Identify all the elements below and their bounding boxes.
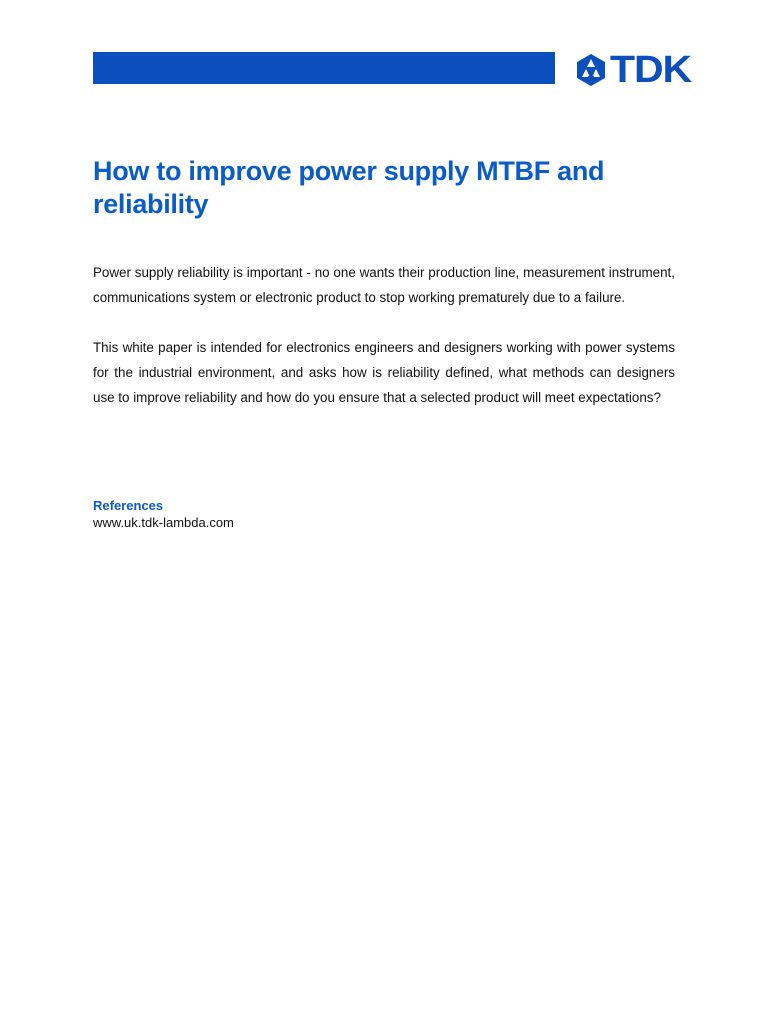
logo-text: TDK bbox=[610, 49, 692, 91]
summary-paragraph: This white paper is intended for electronics engineers and designers working with power systems for the industrial environment, and asks how is reliability defined, what methods can designers use to improve reliability and how do you ensure that a selected product will meet expectations? bbox=[93, 340, 675, 405]
intro-paragraph: Power supply reliability is important - no one wants their production line, measurement instrument, communications system or electronic product to stop working prematurely due to a failure. bbox=[93, 265, 675, 305]
tdk-logo-icon bbox=[573, 52, 609, 88]
references-heading: References bbox=[93, 498, 164, 513]
tdk-logo bbox=[573, 49, 725, 91]
header-bar bbox=[93, 52, 555, 84]
page-title: How to improve power supply MTBF and reliability bbox=[93, 156, 605, 219]
references-link[interactable]: www.uk.tdk-lambda.com bbox=[93, 515, 234, 530]
